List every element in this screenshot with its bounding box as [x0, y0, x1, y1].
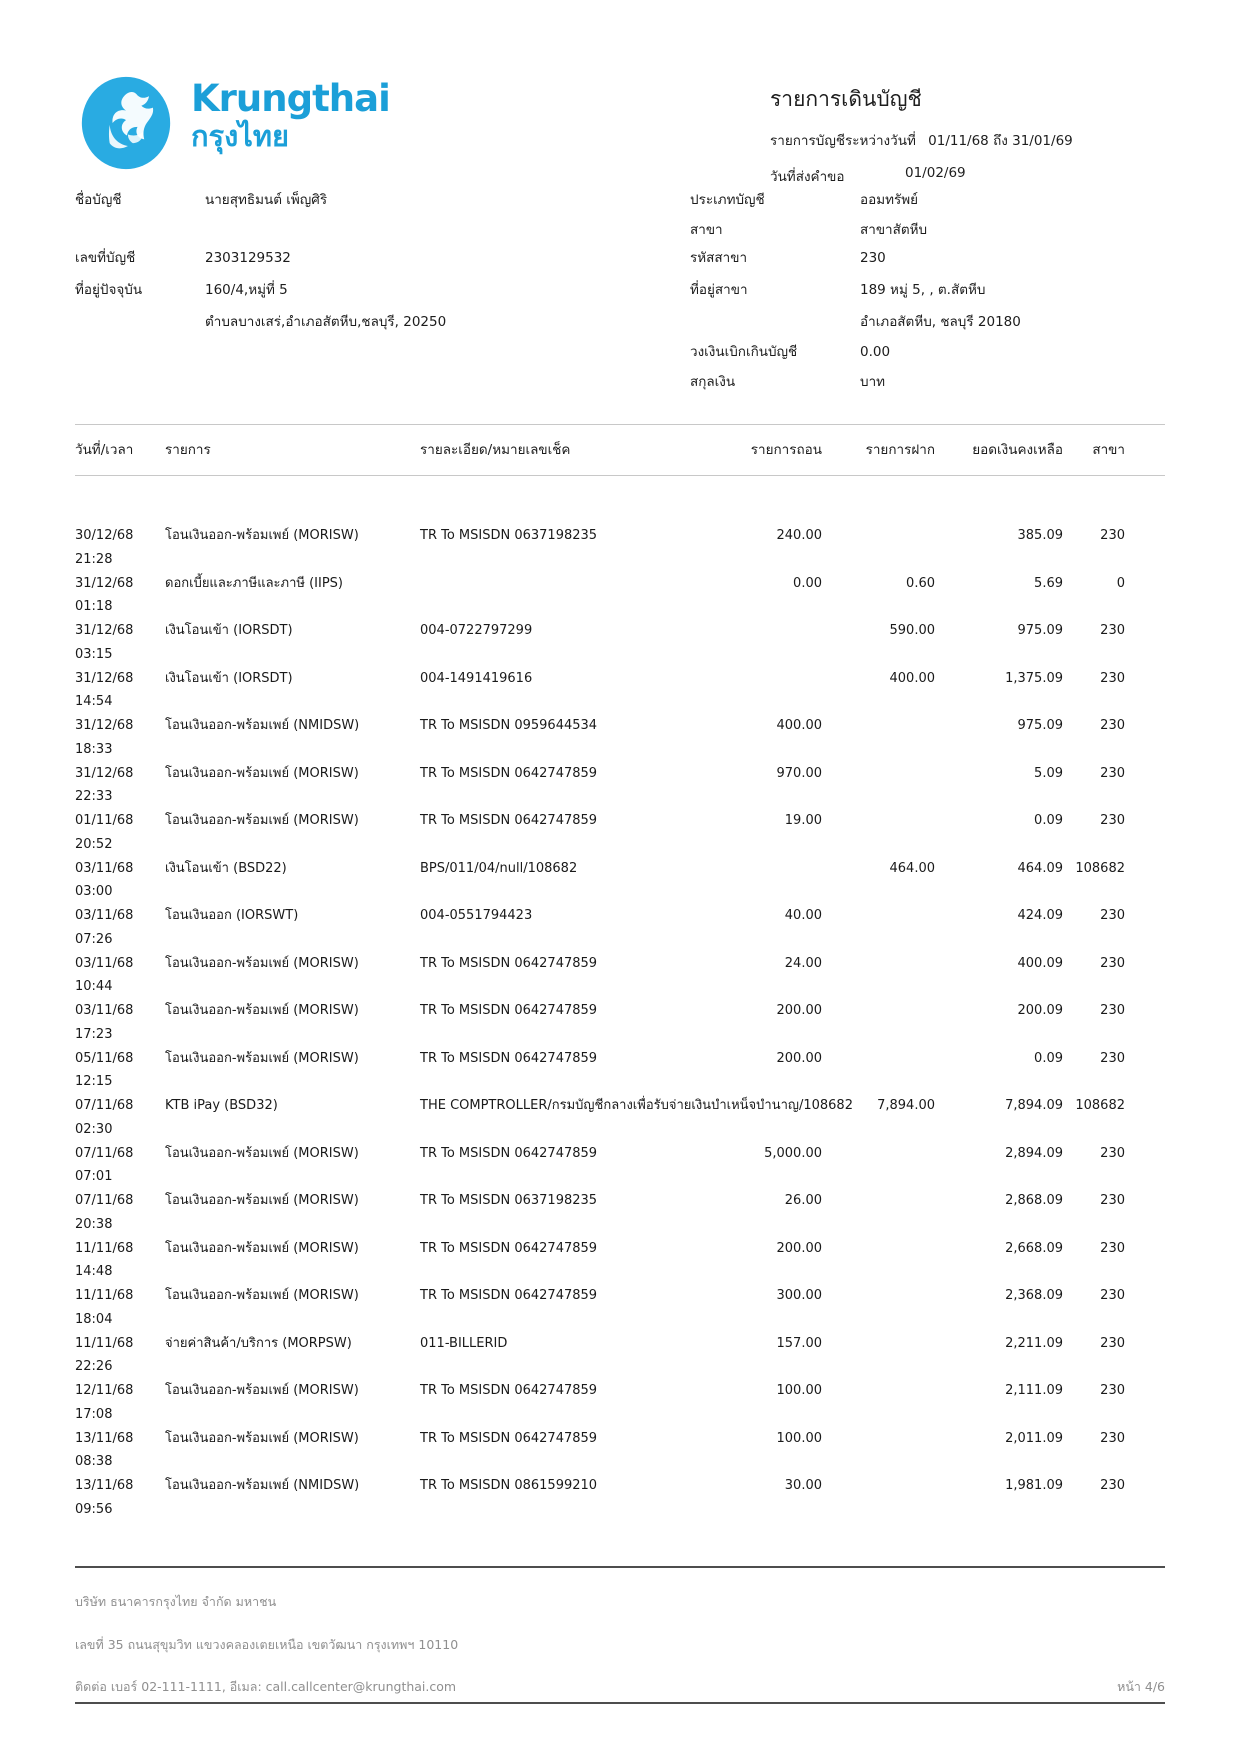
- transaction-description: โอนเงินออก-พร้อมเพย์ (MORISW): [165, 1193, 359, 1208]
- transaction-balance: 464.09: [1017, 860, 1063, 876]
- transaction-deposit: 7,894.00: [877, 1098, 935, 1113]
- transaction-description: โอนเงินออก-พร้อมเพย์ (NMIDSW): [165, 1478, 360, 1493]
- transaction-detail: TR To MSISDN 0642747859: [420, 765, 598, 781]
- transaction-date: 31/12/68: [75, 670, 134, 686]
- transaction-date: 03/11/68: [75, 908, 134, 923]
- transaction-branch: 230: [1100, 1478, 1125, 1493]
- transaction-date: 30/12/68: [75, 528, 134, 543]
- currency-label: สกุลเงิน: [690, 374, 736, 390]
- transaction-withdrawal: 157.00: [776, 1335, 822, 1351]
- account-type-value: ออมทรัพย์: [860, 192, 919, 208]
- account-number-row: [75, 248, 291, 268]
- transaction-description: โอนเงินออก-พร้อมเพย์ (MORISW): [165, 1430, 359, 1446]
- transaction-balance: 975.09: [1017, 718, 1063, 733]
- transaction-date: 13/11/68: [75, 1430, 134, 1446]
- current-address-line2-row: [205, 312, 446, 332]
- transaction-branch: 0: [1116, 575, 1125, 591]
- transaction-detail: TR To MSISDN 0642747859: [420, 1145, 598, 1161]
- overdraft-label: วงเงินเบิกเกินบัญชี: [690, 344, 798, 360]
- account-type-label: ประเภทบัญชี: [690, 192, 765, 208]
- krungthai-logo: [78, 74, 174, 172]
- transaction-datetime: [75, 809, 165, 857]
- branch-address-line1: 189 หมู่ 5, , ต.สัตหีบ: [860, 282, 986, 298]
- transaction-row: [75, 619, 1165, 667]
- transaction-branch: 230: [1100, 528, 1125, 543]
- transaction-withdrawal: 5,000.00: [764, 1145, 822, 1161]
- transaction-branch: 230: [1100, 1145, 1125, 1161]
- transaction-balance: 0.09: [1034, 1050, 1063, 1066]
- transaction-withdrawal: [670, 619, 822, 667]
- page-footer: [75, 1566, 1165, 1706]
- transaction-description: โอนเงินออก-พร้อมเพย์ (MORISW): [165, 813, 359, 828]
- transaction-row: [75, 1142, 1165, 1190]
- transaction-deposit: [822, 714, 935, 762]
- transaction-deposit: 590.00: [889, 623, 935, 638]
- transaction-balance: 5.69: [1034, 575, 1063, 591]
- transaction-time: 14:54: [75, 694, 113, 709]
- current-address-row: [75, 280, 288, 300]
- document-header: [770, 86, 1168, 187]
- transaction-row: [75, 904, 1165, 952]
- transaction-row: [75, 714, 1165, 762]
- transaction-datetime: [75, 667, 165, 715]
- transaction-datetime: [75, 999, 165, 1047]
- transaction-branch: 230: [1100, 1050, 1125, 1066]
- transaction-deposit: [822, 762, 935, 810]
- transaction-balance: 1,375.09: [1005, 670, 1063, 686]
- transaction-deposit: [822, 1427, 935, 1475]
- transaction-time: 22:33: [75, 789, 113, 804]
- transaction-balance: 424.09: [1017, 908, 1063, 923]
- transaction-deposit: [822, 1379, 935, 1427]
- transaction-detail: [420, 572, 670, 620]
- branch-address-line2: อำเภอสัตหีบ, ชลบุรี 20180: [860, 314, 1021, 330]
- transaction-detail: 004-0551794423: [420, 908, 533, 923]
- transaction-description: โอนเงินออก-พร้อมเพย์ (MORISW): [165, 1145, 359, 1161]
- current-address-label: ที่อยู่ปัจจุบัน: [75, 282, 143, 298]
- transaction-description: โอนเงินออก-พร้อมเพย์ (MORISW): [165, 955, 359, 971]
- transaction-description: เงินโอนเข้า (BSD22): [165, 860, 287, 876]
- transaction-row: [75, 1474, 1165, 1522]
- transaction-datetime: [75, 619, 165, 667]
- transaction-branch: 230: [1100, 1288, 1125, 1303]
- transaction-datetime: [75, 1332, 165, 1380]
- transaction-description: โอนเงินออก-พร้อมเพย์ (NMIDSW): [165, 718, 360, 733]
- transaction-branch: 230: [1100, 718, 1125, 733]
- statement-period-value: 01/11/68 ถึง 31/01/69: [928, 133, 1073, 150]
- transaction-time: 14:48: [75, 1264, 113, 1279]
- page-number: หน้า 4/6: [1117, 1679, 1165, 1694]
- transaction-balance: 2,894.09: [1005, 1145, 1063, 1161]
- transaction-deposit: [822, 809, 935, 857]
- transactions-table: [75, 424, 1165, 1522]
- transaction-withdrawal: 19.00: [784, 813, 822, 828]
- transaction-time: 08:38: [75, 1454, 113, 1469]
- footer-contact: ติดต่อ เบอร์ 02-111-1111, อีเมล: call.callcenter@krungthai.com: [75, 1679, 457, 1694]
- transaction-deposit: [822, 904, 935, 952]
- transaction-withdrawal: 100.00: [776, 1383, 822, 1398]
- header-description: รายการ: [165, 442, 211, 458]
- transaction-datetime: [75, 1047, 165, 1095]
- transaction-row: [75, 1094, 1165, 1142]
- transaction-time: 10:44: [75, 979, 113, 994]
- transaction-branch: 230: [1100, 1335, 1125, 1351]
- transaction-time: 03:00: [75, 884, 113, 899]
- transaction-description: โอนเงินออก-พร้อมเพย์ (MORISW): [165, 1240, 359, 1256]
- transaction-datetime: [75, 1094, 165, 1142]
- branch-address-label: ที่อยู่สาขา: [690, 282, 748, 298]
- transaction-date: 31/12/68: [75, 718, 134, 733]
- transaction-row: [75, 999, 1165, 1047]
- vayupak-bird-icon: [78, 74, 174, 172]
- transaction-time: 18:04: [75, 1311, 113, 1327]
- transaction-deposit: 464.00: [889, 860, 935, 876]
- transaction-time: 12:15: [75, 1074, 113, 1089]
- request-date-row: [770, 165, 1168, 187]
- branch-address-row: [690, 280, 985, 300]
- transaction-deposit: [822, 1142, 935, 1190]
- brand-name-en: Krungthai: [191, 77, 390, 120]
- transaction-row: [75, 667, 1165, 715]
- transaction-date: 03/11/68: [75, 955, 134, 971]
- transaction-withdrawal: 200.00: [776, 1003, 822, 1018]
- transaction-description: จ่ายค่าสินค้า/บริการ (MORPSW): [165, 1335, 352, 1351]
- branch-address-line2-row: [860, 312, 1021, 332]
- footer-top-rule: [75, 1566, 1165, 1568]
- transaction-deposit: [822, 999, 935, 1047]
- transaction-branch: 230: [1100, 1240, 1125, 1256]
- transaction-balance: 385.09: [1017, 528, 1063, 543]
- transaction-detail: 004-1491419616: [420, 670, 533, 686]
- transaction-date: 11/11/68: [75, 1240, 134, 1256]
- transaction-detail: TR To MSISDN 0861599210: [420, 1478, 598, 1493]
- currency-value: บาท: [860, 374, 886, 390]
- transaction-date: 01/11/68: [75, 813, 134, 828]
- transaction-branch: 230: [1100, 1193, 1125, 1208]
- transaction-date: 31/12/68: [75, 575, 134, 591]
- transaction-balance: 1,981.09: [1005, 1478, 1063, 1493]
- current-address-line2: ตำบลบางเสร่,อำเภอสัตหีบ,ชลบุรี, 20250: [205, 314, 447, 330]
- transaction-description: โอนเงินออก (IORSWT): [165, 908, 299, 923]
- transaction-branch: 230: [1100, 955, 1125, 971]
- transaction-branch: 230: [1100, 908, 1125, 923]
- transaction-date: 07/11/68: [75, 1145, 134, 1161]
- request-date-label: วันที่ส่งคำขอ: [770, 169, 845, 186]
- transaction-time: 07:26: [75, 931, 113, 947]
- transaction-detail: TR To MSISDN 0642747859: [420, 1288, 598, 1303]
- statement-period-label: รายการบัญชีระหว่างวันที่: [770, 133, 916, 150]
- transaction-balance: 200.09: [1017, 1003, 1063, 1018]
- transaction-detail: TR To MSISDN 0642747859: [420, 1240, 598, 1256]
- footer-company: บริษัท ธนาคารกรุงไทย จำกัด มหาชน: [75, 1594, 277, 1609]
- transaction-datetime: [75, 1284, 165, 1332]
- transaction-description: เงินโอนเข้า (IORSDT): [165, 670, 293, 686]
- transaction-detail: TR To MSISDN 0642747859: [420, 1050, 598, 1066]
- branch-row: [690, 220, 927, 240]
- current-address-line1: 160/4,หมู่ที่ 5: [205, 282, 288, 298]
- transaction-detail: 004-0722797299: [420, 623, 533, 638]
- brand-header: [78, 74, 390, 172]
- account-name-value: นายสุทธิมนต์ เพ็ญศิริ: [205, 192, 328, 208]
- transaction-date: 12/11/68: [75, 1383, 134, 1398]
- transaction-description: โอนเงินออก-พร้อมเพย์ (MORISW): [165, 1383, 359, 1398]
- transaction-withdrawal: 200.00: [776, 1240, 822, 1256]
- transaction-description: โอนเงินออก-พร้อมเพย์ (MORISW): [165, 528, 359, 543]
- transaction-balance: 0.09: [1034, 813, 1063, 828]
- transaction-row: [75, 762, 1165, 810]
- transaction-withdrawal: 100.00: [776, 1430, 822, 1446]
- transaction-datetime: [75, 1237, 165, 1285]
- transaction-datetime: [75, 952, 165, 1000]
- transaction-datetime: [75, 714, 165, 762]
- transaction-time: 03:15: [75, 646, 113, 662]
- transaction-description: โอนเงินออก-พร้อมเพย์ (MORISW): [165, 765, 359, 781]
- transaction-detail: TR To MSISDN 0642747859: [420, 1383, 598, 1398]
- transaction-branch: 230: [1100, 765, 1125, 781]
- transaction-branch: 230: [1100, 813, 1125, 828]
- transaction-deposit: [822, 1047, 935, 1095]
- transaction-branch: 230: [1100, 623, 1125, 638]
- transaction-datetime: [75, 1142, 165, 1190]
- transaction-deposit: [822, 1474, 935, 1522]
- transaction-withdrawal: 30.00: [784, 1478, 822, 1493]
- header-deposit: รายการฝาก: [865, 442, 935, 458]
- transaction-deposit: [822, 524, 935, 572]
- footer-bottom-rule: [75, 1702, 1165, 1704]
- transaction-balance: 2,368.09: [1005, 1288, 1063, 1303]
- transaction-balance: 400.09: [1017, 955, 1063, 971]
- account-number-label: เลขที่บัญชี: [75, 250, 136, 266]
- header-withdrawal: รายการถอน: [750, 442, 822, 458]
- transaction-withdrawal: [670, 1094, 822, 1142]
- transaction-detail: BPS/011/04/null/108682: [420, 860, 578, 876]
- account-name-row: [75, 190, 327, 210]
- transaction-detail: TR To MSISDN 0642747859: [420, 1003, 598, 1018]
- request-date-value: 01/02/69: [905, 165, 966, 182]
- transaction-balance: 2,668.09: [1005, 1240, 1063, 1256]
- header-balance: ยอดเงินคงเหลือ: [972, 442, 1063, 458]
- transaction-detail: TR To MSISDN 0642747859: [420, 1430, 598, 1446]
- transaction-time: 09:56: [75, 1501, 113, 1517]
- transaction-detail: THE COMPTROLLER/กรมบัญชีกลางเพื่อรับจ่ายเงินบำเหน็จบำนาญ/108682: [420, 1098, 853, 1113]
- table-header-row: [75, 425, 1165, 475]
- transaction-deposit: [822, 952, 935, 1000]
- transaction-balance: 2,011.09: [1005, 1430, 1063, 1446]
- transaction-date: 07/11/68: [75, 1098, 134, 1113]
- transaction-description: ดอกเบี้ยและภาษีและภาษี (IIPS): [165, 575, 344, 591]
- transaction-row: [75, 1284, 1165, 1332]
- transaction-date: 03/11/68: [75, 860, 134, 876]
- transaction-balance: 5.09: [1034, 765, 1063, 781]
- header-detail: รายละเอียด/หมายเลขเช็ค: [420, 442, 571, 458]
- transaction-datetime: [75, 1474, 165, 1522]
- transaction-row: [75, 1047, 1165, 1095]
- transaction-withdrawal: 40.00: [784, 908, 822, 923]
- transaction-detail: TR To MSISDN 0637198235: [420, 1193, 598, 1208]
- transaction-balance: 2,211.09: [1005, 1335, 1063, 1351]
- account-name-label: ชื่อบัญชี: [75, 192, 122, 208]
- transaction-balance: 2,111.09: [1005, 1383, 1063, 1398]
- transaction-deposit: 400.00: [889, 670, 935, 686]
- transaction-withdrawal: 24.00: [784, 955, 822, 971]
- transactions-body: [75, 476, 1165, 1522]
- transaction-detail: TR To MSISDN 0959644534: [420, 718, 598, 733]
- transaction-time: 18:33: [75, 741, 113, 757]
- transaction-deposit: [822, 1237, 935, 1285]
- transaction-row: [75, 1189, 1165, 1237]
- transaction-datetime: [75, 572, 165, 620]
- transaction-time: 02:30: [75, 1121, 113, 1137]
- transaction-time: 07:01: [75, 1169, 113, 1184]
- transaction-withdrawal: 26.00: [784, 1193, 822, 1208]
- transaction-withdrawal: 970.00: [776, 765, 822, 781]
- transaction-datetime: [75, 1427, 165, 1475]
- transaction-row: [75, 1379, 1165, 1427]
- transaction-time: 20:52: [75, 836, 113, 852]
- transaction-balance: 975.09: [1017, 623, 1063, 638]
- transaction-withdrawal: 0.00: [793, 575, 822, 591]
- transaction-branch: 230: [1100, 1003, 1125, 1018]
- transaction-row: [75, 1332, 1165, 1380]
- transaction-datetime: [75, 762, 165, 810]
- transaction-datetime: [75, 1379, 165, 1427]
- transaction-time: 20:38: [75, 1216, 113, 1232]
- transaction-date: 07/11/68: [75, 1193, 134, 1208]
- header-datetime: วันที่/เวลา: [75, 442, 134, 458]
- branch-code-row: [690, 248, 886, 268]
- branch-code-label: รหัสสาขา: [690, 250, 748, 266]
- transaction-date: 31/12/68: [75, 623, 134, 638]
- transaction-row: [75, 857, 1165, 905]
- overdraft-row: [690, 342, 890, 362]
- transaction-detail: TR To MSISDN 0637198235: [420, 528, 598, 543]
- currency-row: [690, 372, 885, 392]
- transaction-row: [75, 524, 1165, 572]
- transaction-deposit: 0.60: [906, 575, 935, 591]
- transaction-withdrawal: 400.00: [776, 718, 822, 733]
- brand-wordmark: [191, 74, 390, 153]
- transaction-branch: 108682: [1075, 860, 1125, 876]
- transaction-branch: 230: [1100, 1383, 1125, 1398]
- transaction-date: 31/12/68: [75, 765, 134, 781]
- branch-label: สาขา: [690, 222, 723, 238]
- transaction-description: เงินโอนเข้า (IORSDT): [165, 623, 293, 638]
- transaction-balance: 2,868.09: [1005, 1193, 1063, 1208]
- transaction-row: [75, 952, 1165, 1000]
- transaction-description: โอนเงินออก-พร้อมเพย์ (MORISW): [165, 1050, 359, 1066]
- transaction-deposit: [822, 1189, 935, 1237]
- transaction-detail: 011-BILLERID: [420, 1335, 508, 1351]
- branch-value: สาขาสัตหีบ: [860, 222, 928, 238]
- statement-period: [770, 129, 1168, 151]
- transaction-description: โอนเงินออก-พร้อมเพย์ (MORISW): [165, 1288, 359, 1303]
- footer-address: เลขที่ 35 ถนนสุขุมวิท แขวงคลองเตยเหนือ เขตวัฒนา กรุงเทพฯ 10110: [75, 1637, 459, 1652]
- transaction-date: 11/11/68: [75, 1288, 134, 1303]
- transaction-withdrawal: [670, 667, 822, 715]
- page-title: รายการเดินบัญชี: [770, 87, 922, 111]
- transaction-date: 11/11/68: [75, 1335, 134, 1351]
- transaction-date: 05/11/68: [75, 1050, 134, 1066]
- transaction-datetime: [75, 857, 165, 905]
- transaction-datetime: [75, 524, 165, 572]
- transaction-description: โอนเงินออก-พร้อมเพย์ (MORISW): [165, 1003, 359, 1018]
- transaction-row: [75, 1237, 1165, 1285]
- transaction-time: 21:28: [75, 551, 113, 567]
- branch-code-value: 230: [860, 250, 886, 266]
- transaction-branch: 230: [1100, 1430, 1125, 1446]
- transaction-balance: 7,894.09: [1005, 1098, 1063, 1113]
- transaction-withdrawal: 240.00: [776, 528, 822, 543]
- transaction-date: 03/11/68: [75, 1003, 134, 1018]
- header-branch: สาขา: [1092, 442, 1125, 458]
- transaction-time: 17:23: [75, 1026, 113, 1042]
- transaction-row: [75, 1427, 1165, 1475]
- transaction-detail: TR To MSISDN 0642747859: [420, 813, 598, 828]
- transaction-datetime: [75, 1189, 165, 1237]
- account-number-value: 2303129532: [205, 250, 291, 266]
- transaction-time: 01:18: [75, 599, 113, 614]
- transaction-date: 13/11/68: [75, 1478, 134, 1493]
- transaction-time: 17:08: [75, 1406, 113, 1422]
- transaction-description: KTB iPay (BSD32): [165, 1098, 278, 1113]
- transaction-row: [75, 809, 1165, 857]
- transaction-branch: 108682: [1075, 1098, 1125, 1113]
- transaction-detail: TR To MSISDN 0642747859: [420, 955, 598, 971]
- transaction-datetime: [75, 904, 165, 952]
- transaction-branch: 230: [1100, 670, 1125, 686]
- transaction-deposit: [822, 1332, 935, 1380]
- brand-name-th: กรุงไทย: [191, 118, 289, 153]
- transaction-deposit: [822, 1284, 935, 1332]
- transaction-withdrawal: 200.00: [776, 1050, 822, 1066]
- transaction-withdrawal: 300.00: [776, 1288, 822, 1303]
- overdraft-value: 0.00: [860, 344, 891, 360]
- account-type-row: [690, 190, 918, 210]
- transaction-row: [75, 572, 1165, 620]
- transaction-time: 22:26: [75, 1359, 113, 1374]
- transaction-withdrawal: [670, 857, 822, 905]
